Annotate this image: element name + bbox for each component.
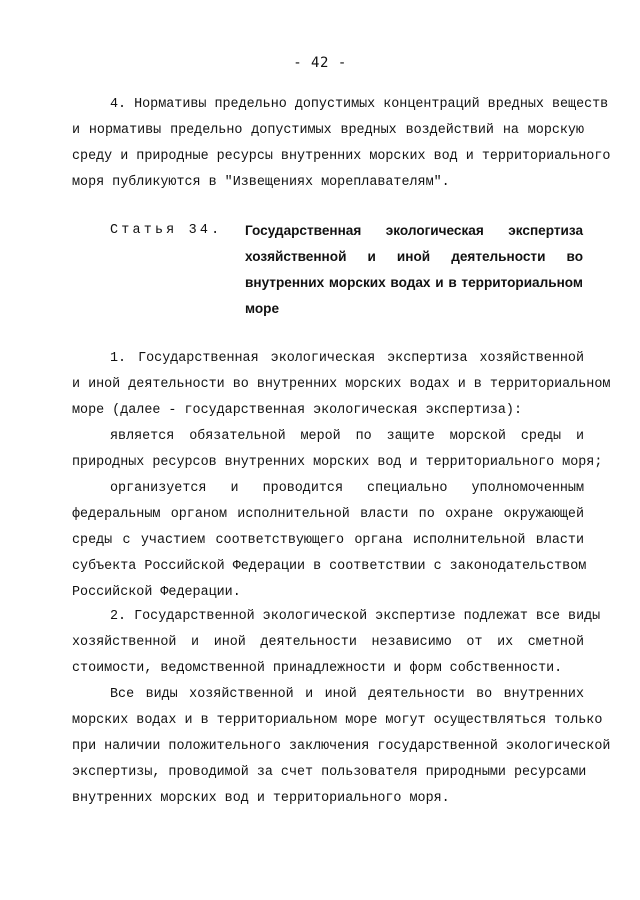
article-title-line: внутренних морских водах и в территориальном — [245, 275, 583, 290]
paragraph-3-line: при наличии положительного заключения государственной экологической — [72, 739, 611, 754]
paragraph-1-line: море (далее - государственная экологическая экспертиза): — [72, 403, 522, 418]
paragraph-3-line: внутренних морских вод и территориального моря. — [72, 791, 450, 806]
article-title-line: море — [245, 301, 280, 316]
paragraph-1a-line: является обязательной мерой по защите морской среды и — [110, 429, 584, 444]
paragraph-1b-line: субъекта Российской Федерации в соответствии с законодательством — [72, 559, 587, 574]
paragraph-3-line: морских водах и в территориальном море могут осуществляться только — [72, 713, 603, 728]
paragraph-1a-line: природных ресурсов внутренних морских вод и территориального моря; — [72, 455, 603, 470]
paragraph-1b-line: организуется и проводится специально уполномоченным — [110, 481, 584, 496]
paragraph-2-line: 2. Государственной экологической экспертизе подлежат все виды — [110, 609, 601, 624]
clause-4-line: и нормативы предельно допустимых вредных воздействий на морскую — [72, 123, 584, 138]
paragraph-2-line: хозяйственной и иной деятельности независимо от их сметной — [72, 635, 584, 650]
paragraph-1b-line: среды с участием соответствующего органа исполнительной власти — [72, 533, 584, 548]
article-title-line: хозяйственной и иной деятельности во — [245, 249, 583, 264]
paragraph-3-line: Все виды хозяйственной и иной деятельности во внутренних — [110, 687, 584, 702]
paragraph-2-line: стоимости, ведомственной принадлежности и форм собственности. — [72, 661, 563, 676]
paragraph-1-line: и иной деятельности во внутренних морских водах и в территориальном — [72, 377, 611, 392]
page-number: - 42 - — [293, 55, 347, 71]
paragraph-1b-line: федеральным органом исполнительной власти по охране окружающей — [72, 507, 584, 522]
article-title-line: Государственная экологическая экспертиза — [245, 223, 583, 238]
clause-4-line: моря публикуются в "Извещениях мореплавателям". — [72, 175, 450, 190]
paragraph-1b-line: Российской Федерации. — [72, 585, 241, 600]
clause-4-line: среду и природные ресурсы внутренних морских вод и территориального — [72, 149, 611, 164]
paragraph-1-line: 1. Государственная экологическая экспертиза хозяйственной — [110, 351, 584, 366]
clause-4-line: 4. Нормативы предельно допустимых концентраций вредных веществ — [110, 97, 609, 112]
paragraph-3-line: экспертизы, проводимой за счет пользователя природными ресурсами — [72, 765, 587, 780]
article-label: Статья 34. — [110, 223, 223, 238]
